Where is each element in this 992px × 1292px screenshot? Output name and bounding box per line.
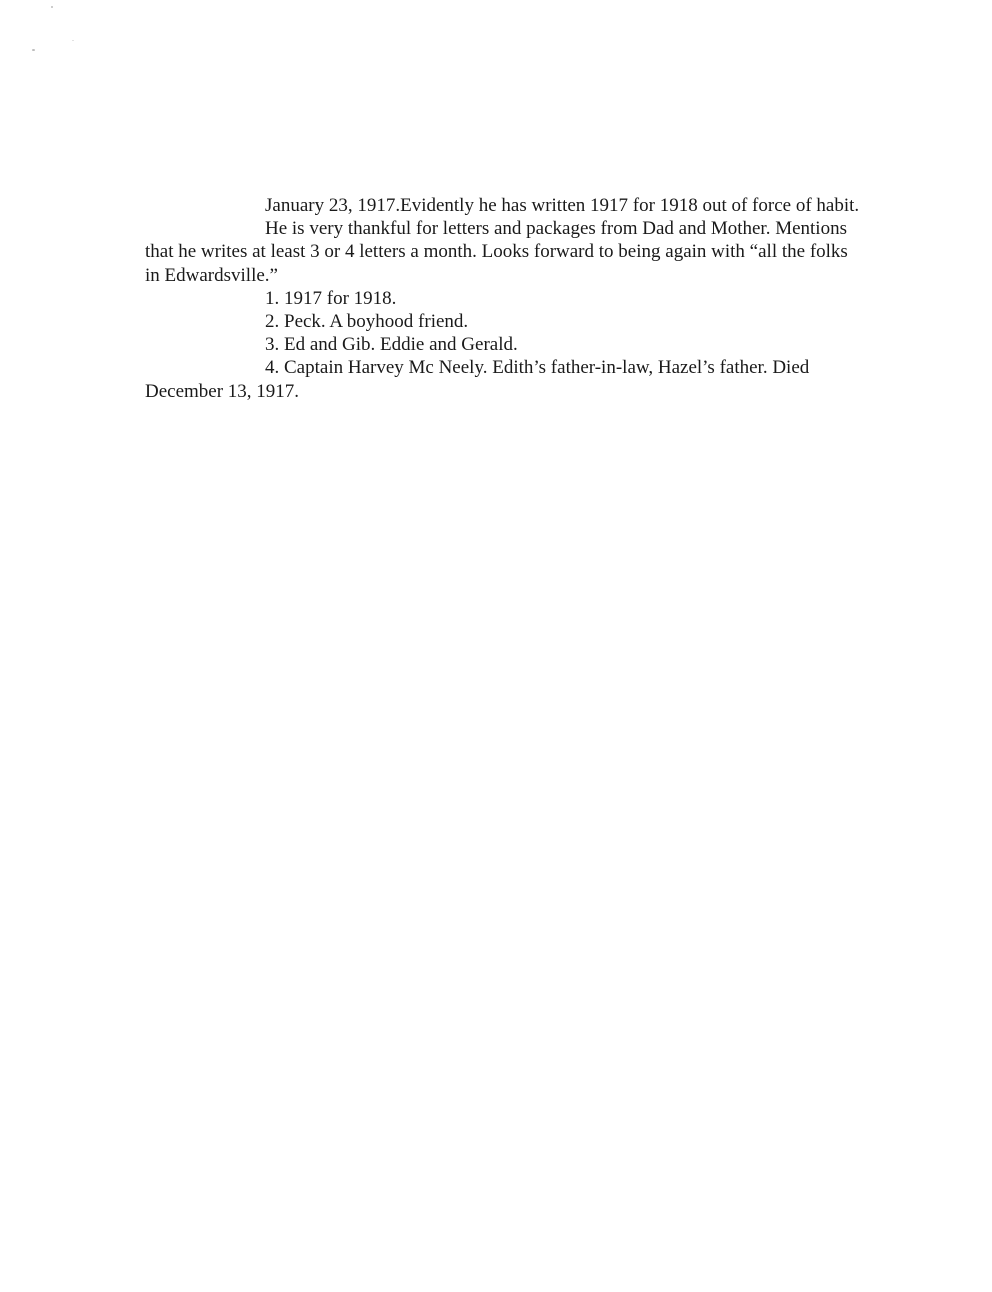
document-body xyxy=(145,194,865,403)
footnote-item: 4. Captain Harvey Mc Neely. Edith’s father-in-law, Hazel’s father. Died December 13, 1917. xyxy=(145,357,810,402)
footnote-item: 1. 1917 for 1918. xyxy=(265,287,397,309)
footnote-item: 2. Peck. A boyhood friend. xyxy=(265,311,469,333)
scan-speck xyxy=(51,6,53,8)
scan-speck xyxy=(72,40,74,41)
scan-speck xyxy=(32,49,35,51)
summary-paragraph: January 23, 1917.Evidently he has written 1917 for 1918 out of force of habit. xyxy=(265,195,860,216)
footnote-item: 3. Ed and Gib. Eddie and Gerald. xyxy=(265,334,518,356)
summary-paragraph: He is very thankful for letters and packages from Dad and Mother. Mentions that he writes at least 3 or 4 letters a month. Looks forward to being again with “all the folks in Edwardsville.” xyxy=(145,218,848,286)
